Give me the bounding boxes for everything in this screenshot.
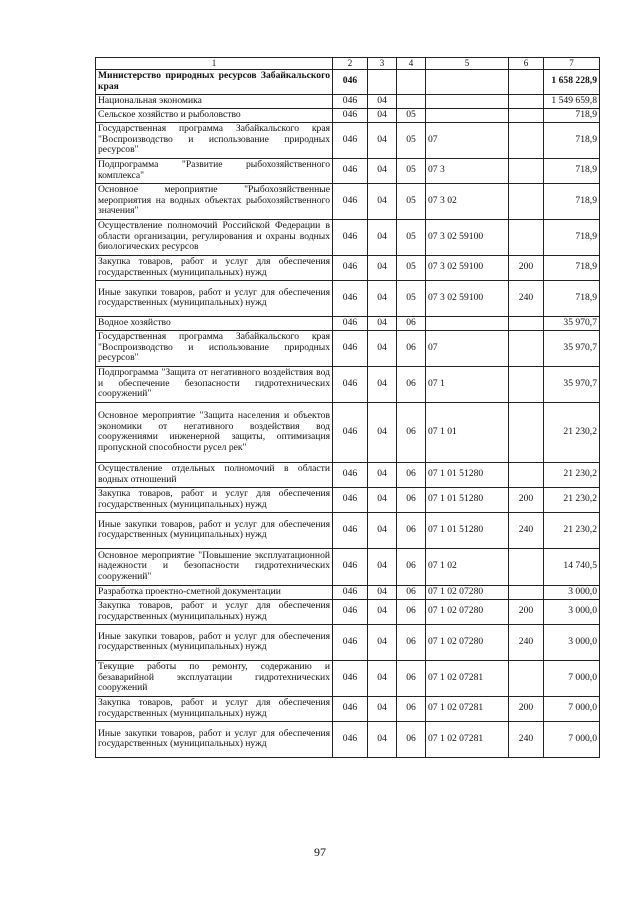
ministry-code-cell: 046 [333, 402, 368, 462]
target-article-cell: 07 3 02 59100 [426, 219, 509, 255]
table-row [96, 255, 600, 280]
amount-cell: 3 000,0 [544, 585, 600, 599]
table-row [96, 122, 600, 158]
expense-type-cell: 240 [509, 721, 544, 757]
item-name-cell: Водное хозяйство [96, 316, 333, 330]
table-row [96, 69, 600, 94]
table-row [96, 219, 600, 255]
expense-type-cell [509, 660, 544, 696]
amount-cell: 1 658 228,9 [544, 69, 600, 94]
target-article-cell: 07 1 02 [426, 548, 509, 585]
column-number: 6 [509, 58, 544, 70]
ministry-code-cell: 046 [333, 158, 368, 183]
amount-cell: 35 970,7 [544, 330, 600, 366]
expense-type-cell [509, 316, 544, 330]
subsection-code-cell: 06 [397, 599, 426, 624]
item-name-cell: Иные закупки товаров, работ и услуг для обеспечения государственных (муниципальных) нужд [96, 624, 333, 660]
ministry-code-cell: 046 [333, 660, 368, 696]
table-row [96, 599, 600, 624]
amount-cell: 21 230,2 [544, 402, 600, 462]
ministry-code-cell: 046 [333, 624, 368, 660]
target-article-cell: 07 1 02 07281 [426, 721, 509, 757]
ministry-code-cell: 046 [333, 316, 368, 330]
ministry-code-cell: 046 [333, 280, 368, 316]
target-article-cell: 07 3 [426, 158, 509, 183]
expense-type-cell [509, 122, 544, 158]
section-code-cell: 04 [368, 183, 397, 219]
subsection-code-cell: 06 [397, 462, 426, 487]
section-code-cell: 04 [368, 402, 397, 462]
ministry-code-cell: 046 [333, 512, 368, 548]
expense-type-cell [509, 548, 544, 585]
expense-type-cell [509, 402, 544, 462]
table-row [96, 721, 600, 757]
section-code-cell: 04 [368, 721, 397, 757]
amount-cell: 7 000,0 [544, 696, 600, 721]
item-name-cell: Осуществление полномочий Российской Федерации в области организации, регулирования и охраны водных биологических ресурсов [96, 219, 333, 255]
amount-cell: 718,9 [544, 280, 600, 316]
ministry-code-cell: 046 [333, 696, 368, 721]
item-name-cell: Основное мероприятие "Защита населения и объектов экономики от негативного воздействия вод сооружениями инженерной защиты, оптимизация пропускной способности русел рек" [96, 402, 333, 462]
subsection-code-cell: 06 [397, 512, 426, 548]
amount-cell: 21 230,2 [544, 462, 600, 487]
section-code-cell: 04 [368, 158, 397, 183]
ministry-code-cell: 046 [333, 462, 368, 487]
section-code-cell: 04 [368, 696, 397, 721]
column-number: 2 [333, 58, 368, 70]
table-body [96, 69, 600, 757]
section-code-cell: 04 [368, 585, 397, 599]
ministry-code-cell: 046 [333, 219, 368, 255]
subsection-code-cell: 06 [397, 366, 426, 402]
item-name-cell: Государственная программа Забайкальского края "Воспроизводство и использование природных ресурсов" [96, 122, 333, 158]
section-code-cell: 04 [368, 462, 397, 487]
target-article-cell: 07 1 01 51280 [426, 487, 509, 512]
amount-cell: 3 000,0 [544, 624, 600, 660]
ministry-code-cell: 046 [333, 69, 368, 94]
amount-cell: 21 230,2 [544, 487, 600, 512]
section-code-cell: 04 [368, 330, 397, 366]
table-row [96, 330, 600, 366]
ministry-code-cell: 046 [333, 548, 368, 585]
target-article-cell: 07 1 [426, 366, 509, 402]
target-article-cell [426, 316, 509, 330]
subsection-code-cell [397, 69, 426, 94]
expense-type-cell [509, 366, 544, 402]
column-number: 3 [368, 58, 397, 70]
amount-cell: 718,9 [544, 122, 600, 158]
table-row [96, 512, 600, 548]
expense-type-cell [509, 158, 544, 183]
table-row [96, 280, 600, 316]
section-code-cell: 04 [368, 366, 397, 402]
subsection-code-cell: 05 [397, 108, 426, 122]
budget-table [95, 57, 600, 758]
subsection-code-cell: 05 [397, 183, 426, 219]
amount-cell: 35 970,7 [544, 366, 600, 402]
section-code-cell: 04 [368, 487, 397, 512]
ministry-code-cell: 046 [333, 183, 368, 219]
target-article-cell: 07 1 01 [426, 402, 509, 462]
subsection-code-cell: 06 [397, 660, 426, 696]
amount-cell: 14 740,5 [544, 548, 600, 585]
item-name-cell: Закупка товаров, работ и услуг для обеспечения государственных (муниципальных) нужд [96, 696, 333, 721]
subsection-code-cell: 05 [397, 122, 426, 158]
expense-type-cell [509, 183, 544, 219]
section-code-cell: 04 [368, 108, 397, 122]
table-row [96, 316, 600, 330]
item-name-cell: Государственная программа Забайкальского края "Воспроизводство и использование природных ресурсов" [96, 330, 333, 366]
subsection-code-cell: 06 [397, 316, 426, 330]
amount-cell: 718,9 [544, 219, 600, 255]
item-name-cell: Подпрограмма "Развитие рыбохозяйственного комплекса" [96, 158, 333, 183]
expense-type-cell: 200 [509, 696, 544, 721]
target-article-cell: 07 1 01 51280 [426, 512, 509, 548]
subsection-code-cell: 05 [397, 219, 426, 255]
item-name-cell: Иные закупки товаров, работ и услуг для обеспечения государственных (муниципальных) нужд [96, 512, 333, 548]
ministry-code-cell: 046 [333, 599, 368, 624]
item-name-cell: Закупка товаров, работ и услуг для обеспечения государственных (муниципальных) нужд [96, 599, 333, 624]
section-code-cell: 04 [368, 660, 397, 696]
ministry-code-cell: 046 [333, 585, 368, 599]
item-name-cell: Закупка товаров, работ и услуг для обеспечения государственных (муниципальных) нужд [96, 487, 333, 512]
table-row [96, 402, 600, 462]
subsection-code-cell: 06 [397, 624, 426, 660]
expense-type-cell: 240 [509, 280, 544, 316]
table-row [96, 548, 600, 585]
table-row [96, 158, 600, 183]
amount-cell: 35 970,7 [544, 316, 600, 330]
item-name-cell: Сельское хозяйство и рыболовство [96, 108, 333, 122]
subsection-code-cell: 06 [397, 721, 426, 757]
target-article-cell: 07 1 01 51280 [426, 462, 509, 487]
subsection-code-cell: 06 [397, 696, 426, 721]
item-name-cell: Иные закупки товаров, работ и услуг для обеспечения государственных (муниципальных) нужд [96, 280, 333, 316]
expense-type-cell: 240 [509, 624, 544, 660]
table-row [96, 366, 600, 402]
item-name-cell: Разработка проектно-сметной документации [96, 585, 333, 599]
ministry-code-cell: 046 [333, 487, 368, 512]
amount-cell: 3 000,0 [544, 599, 600, 624]
section-code-cell: 04 [368, 219, 397, 255]
item-name-cell: Основное мероприятие "Повышение эксплуатационной надежности и безопасности гидротехнических сооружений" [96, 548, 333, 585]
section-code-cell: 04 [368, 94, 397, 108]
expense-type-cell: 240 [509, 512, 544, 548]
table-row [96, 94, 600, 108]
section-code-cell: 04 [368, 316, 397, 330]
target-article-cell: 07 [426, 122, 509, 158]
target-article-cell: 07 1 02 07280 [426, 585, 509, 599]
amount-cell: 718,9 [544, 108, 600, 122]
expense-type-cell [509, 330, 544, 366]
item-name-cell: Национальная экономика [96, 94, 333, 108]
target-article-cell: 07 1 02 07281 [426, 660, 509, 696]
section-code-cell: 04 [368, 624, 397, 660]
section-code-cell: 04 [368, 548, 397, 585]
item-name-cell: Текущие работы по ремонту, содержанию и безаварийной эксплуатации гидротехнических сооружений [96, 660, 333, 696]
item-name-cell: Иные закупки товаров, работ и услуг для обеспечения государственных (муниципальных) нужд [96, 721, 333, 757]
expense-type-cell [509, 69, 544, 94]
amount-cell: 718,9 [544, 255, 600, 280]
ministry-code-cell: 046 [333, 721, 368, 757]
column-number: 5 [426, 58, 509, 70]
target-article-cell: 07 1 02 07281 [426, 696, 509, 721]
expense-type-cell [509, 462, 544, 487]
table-row [96, 183, 600, 219]
amount-cell: 21 230,2 [544, 512, 600, 548]
expense-type-cell [509, 219, 544, 255]
column-number: 4 [397, 58, 426, 70]
column-number: 1 [96, 58, 333, 70]
table-row [96, 585, 600, 599]
item-name-cell: Основное мероприятие "Рыбохозяйственные мероприятия на водных объектах рыбохозяйственного значения" [96, 183, 333, 219]
ministry-code-cell: 046 [333, 255, 368, 280]
subsection-code-cell: 06 [397, 585, 426, 599]
expense-type-cell: 200 [509, 599, 544, 624]
amount-cell: 718,9 [544, 183, 600, 219]
item-name-cell: Подпрограмма "Защита от негативного воздействия вод и обеспечение безопасности гидротехнических сооружений" [96, 366, 333, 402]
subsection-code-cell: 06 [397, 487, 426, 512]
target-article-cell [426, 108, 509, 122]
section-code-cell: 04 [368, 122, 397, 158]
subsection-code-cell: 05 [397, 255, 426, 280]
target-article-cell: 07 3 02 [426, 183, 509, 219]
amount-cell: 7 000,0 [544, 660, 600, 696]
table-row [96, 696, 600, 721]
table-row [96, 108, 600, 122]
ministry-code-cell: 046 [333, 330, 368, 366]
expense-type-cell: 200 [509, 487, 544, 512]
table-row [96, 487, 600, 512]
section-code-cell [368, 69, 397, 94]
target-article-cell: 07 1 02 07280 [426, 599, 509, 624]
ministry-code-cell: 046 [333, 366, 368, 402]
subsection-code-cell: 06 [397, 330, 426, 366]
expense-type-cell: 200 [509, 255, 544, 280]
section-code-cell: 04 [368, 599, 397, 624]
section-code-cell: 04 [368, 512, 397, 548]
table-row [96, 660, 600, 696]
subsection-code-cell [397, 94, 426, 108]
page-number: 97 [314, 845, 326, 859]
ministry-code-cell: 046 [333, 94, 368, 108]
amount-cell: 7 000,0 [544, 721, 600, 757]
subsection-code-cell: 06 [397, 402, 426, 462]
expense-type-cell [509, 585, 544, 599]
target-article-cell: 07 3 02 59100 [426, 280, 509, 316]
amount-cell: 718,9 [544, 158, 600, 183]
item-name-cell: Осуществление отдельных полномочий в области водных отношений [96, 462, 333, 487]
subsection-code-cell: 05 [397, 280, 426, 316]
expense-type-cell [509, 108, 544, 122]
item-name-cell: Министерство природных ресурсов Забайкальского края [96, 69, 333, 94]
table-row [96, 624, 600, 660]
column-number: 7 [544, 58, 600, 70]
ministry-code-cell: 046 [333, 122, 368, 158]
target-article-cell: 07 1 02 07280 [426, 624, 509, 660]
subsection-code-cell: 06 [397, 548, 426, 585]
amount-cell: 1 549 659,8 [544, 94, 600, 108]
item-name-cell: Закупка товаров, работ и услуг для обеспечения государственных (муниципальных) нужд [96, 255, 333, 280]
target-article-cell [426, 69, 509, 94]
table-row [96, 462, 600, 487]
column-number-row [96, 58, 600, 70]
section-code-cell: 04 [368, 255, 397, 280]
target-article-cell: 07 3 02 59100 [426, 255, 509, 280]
target-article-cell [426, 94, 509, 108]
section-code-cell: 04 [368, 280, 397, 316]
target-article-cell: 07 [426, 330, 509, 366]
expense-type-cell [509, 94, 544, 108]
subsection-code-cell: 05 [397, 158, 426, 183]
ministry-code-cell: 046 [333, 108, 368, 122]
